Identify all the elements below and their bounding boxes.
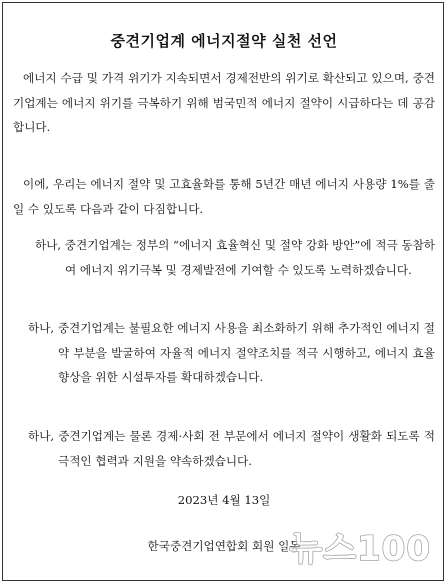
- document-title: 중견기업계 에너지절약 실천 선언: [110, 32, 338, 50]
- document-date: 2023년 4월 13일: [177, 493, 271, 507]
- pledge-item-1: [20, 233, 435, 282]
- pledge-item-1-text: 하나, 중견기업계는 정부의 “에너지 효율혁신 및 절약 강화 방안”에 적극 동참하여 에너지 위기극복 및 경제발전에 기여할 수 있도록 노력하겠습니다.: [35, 238, 435, 277]
- pledge-item-3: [28, 424, 435, 473]
- pledge-item-2-text: 하나, 중견기업계는 불필요한 에너지 사용을 최소화하기 위해 추가적인 에너지 절약 부분을 발굴하여 자율적 에너지 절약조치를 적극 시행하고, 에너지 효율 향상을 위한 시설투자를 확대하겠습니다.: [28, 321, 435, 384]
- paragraph-intro: 에너지 수급 및 가격 위기가 지속되면서 경제전반의 위기로 확산되고 있으며, 중견기업계는 에너지 위기를 극복하기 위해 범국민적 에너지 절약이 시급하다는 데 공감합니다.: [13, 71, 435, 134]
- pledge-item-3-text: 하나, 중견기업계는 물론 경제·사회 전 부문에서 에너지 절약이 생활화 되도록 적극적인 협력과 지원을 약속하겠습니다.: [28, 429, 435, 468]
- watermark-logo: [283, 527, 433, 567]
- document-signature: 한국중견기업연합회 회원 일동: [147, 539, 301, 553]
- watermark-text: 뉴스100: [289, 529, 431, 567]
- pledge-item-2: [28, 316, 435, 390]
- paragraph-pledge: 이에, 우리는 에너지 절약 및 고효율화를 통해 5년간 매년 에너지 사용량 1%를 줄일 수 있도록 다음과 같이 다짐합니다.: [13, 177, 435, 216]
